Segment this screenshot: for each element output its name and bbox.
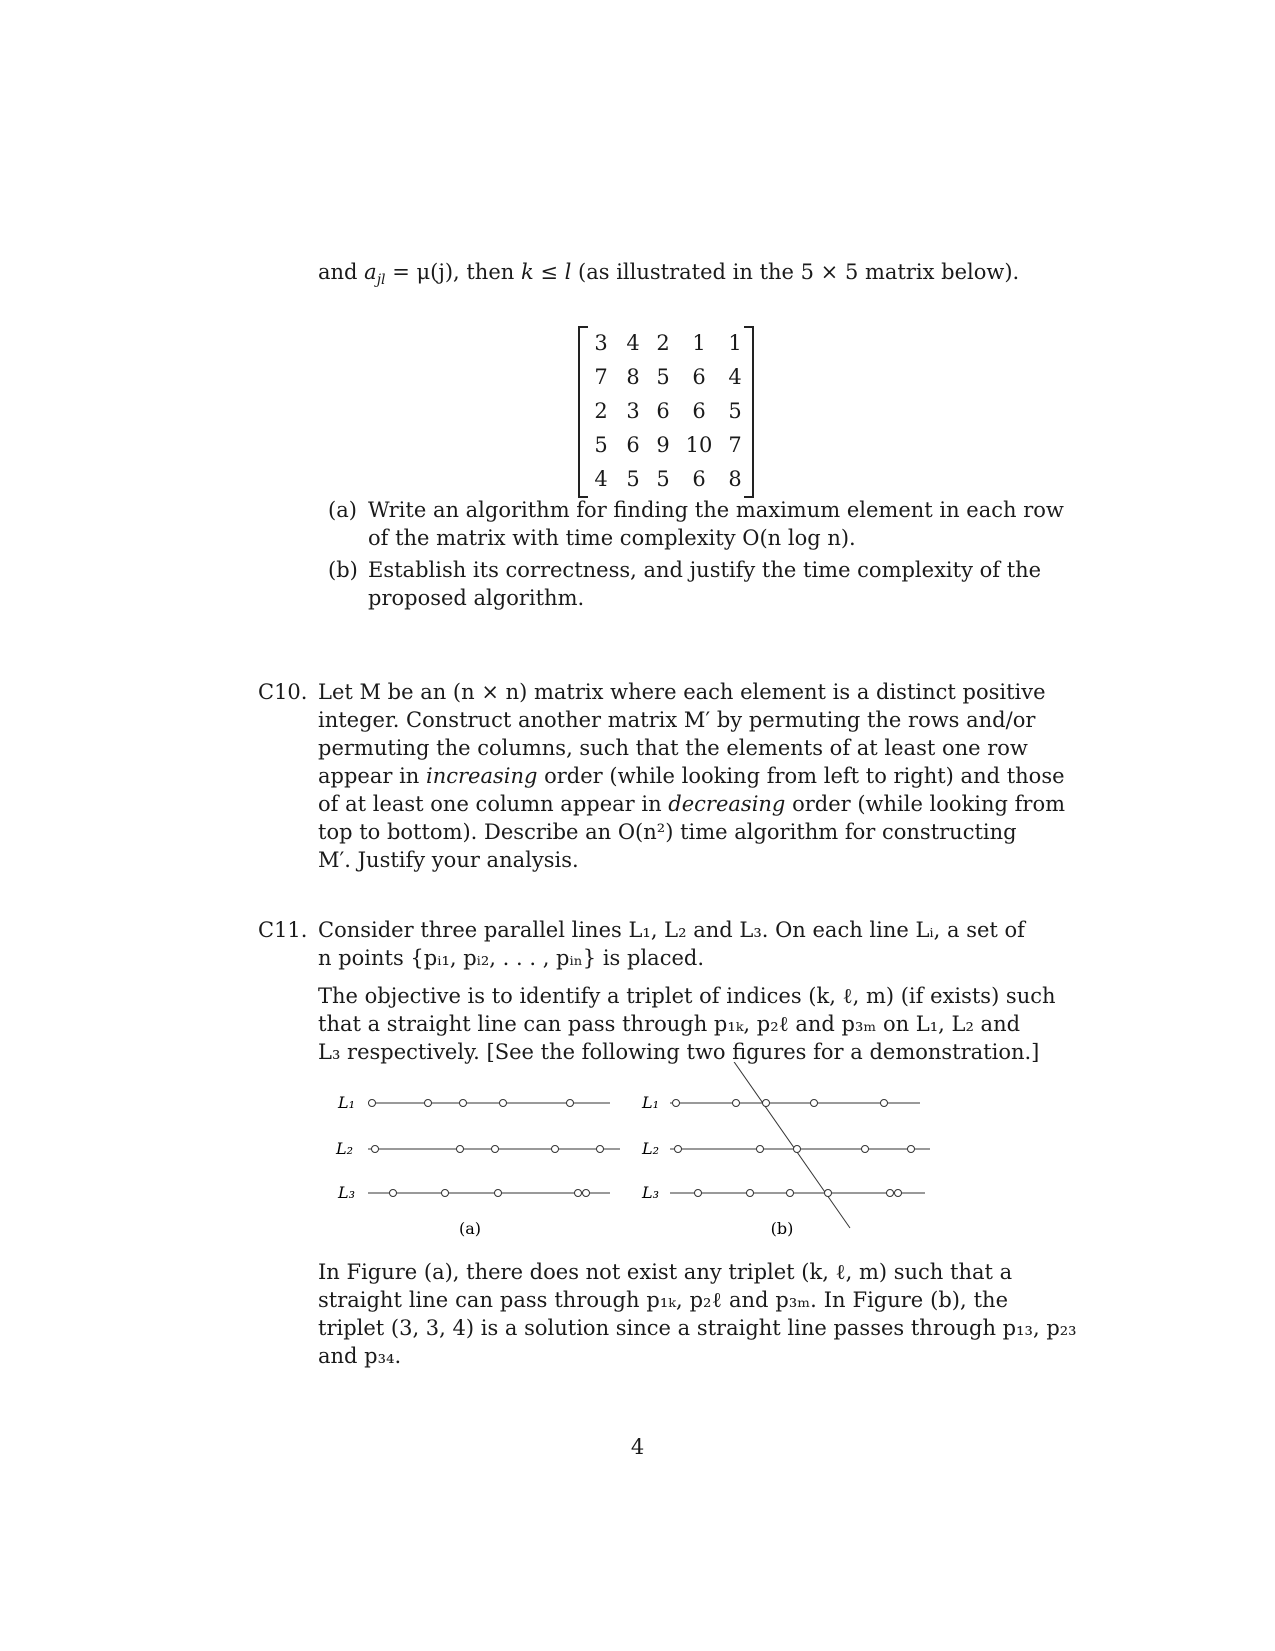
figure-a [335,1093,620,1238]
c11-p2-line3: L₃ respectively. [See the following two figures for a demonstration.] [318,1040,1040,1064]
point [862,1146,869,1153]
fig-b-label-L1: L₁ [642,1093,660,1112]
point [567,1100,574,1107]
fig-b-label-L2: L₂ [642,1139,660,1158]
problem-c11-label: C11. [258,918,308,942]
point [673,1100,680,1107]
figures [320,1062,940,1242]
matrix-cell: 8 [626,365,640,389]
matrix-cell: 9 [656,433,670,457]
point [811,1100,818,1107]
text: and [318,260,365,284]
matrix-cell: 6 [692,467,706,491]
text: order (while looking from [785,792,1066,816]
c11-p3-line2: straight line can pass through p₁ₖ, p₂ℓ and p₃ₘ. In Figure (b), the [318,1288,1008,1312]
c11-p3-line1: In Figure (a), there does not exist any triplet (k, ℓ, m) such that a [318,1260,1013,1284]
point [895,1190,902,1197]
point [747,1190,754,1197]
point [372,1146,379,1153]
fig-a-caption: (a) [458,1219,482,1238]
matrix-cell: 2 [594,399,608,423]
text: = μ(j), then [385,260,521,284]
matrix-cell: 1 [692,331,706,355]
matrix-cell: 1 [728,331,742,355]
matrix-cell: 5 [728,399,742,423]
matrix-cell: 5 [626,467,640,491]
point [552,1146,559,1153]
emph: increasing [425,764,538,788]
point [369,1100,376,1107]
c10-line7: M′. Justify your analysis. [318,848,579,872]
c10-line5 [318,790,1066,818]
var-l: l [564,260,572,284]
matrix-cell: 6 [692,399,706,423]
fig-a-label-L3: L₃ [338,1183,356,1202]
point [757,1146,764,1153]
point [733,1100,740,1107]
point [825,1190,832,1197]
matrix-cell: 5 [656,365,670,389]
item-b-line2: proposed algorithm. [368,586,585,610]
matrix-cell: 2 [656,331,670,355]
matrix-cell: 4 [594,467,608,491]
matrix-cell: 7 [594,365,608,389]
text: appear in [318,764,426,788]
c10-line2: integer. Construct another matrix M′ by permuting the rows and/or [318,708,1036,732]
item-a-label: (a) [328,498,357,522]
var-k: k [520,260,534,284]
point [457,1146,464,1153]
c10-line3: permuting the columns, such that the elements of at least one row [318,736,1028,760]
point [575,1190,582,1197]
page-number: 4 [630,1435,645,1459]
fig-b-transversal [730,1062,850,1228]
text: (as illustrated in the 5 × 5 matrix below). [571,260,1020,284]
matrix-cell: 5 [594,433,608,457]
c10-line6: top to bottom). Describe an O(n²) time algorithm for constructing [318,820,1017,844]
matrix-cell: 8 [728,467,742,491]
point [460,1100,467,1107]
c10-line4 [318,762,1065,790]
fig-a-label-L1: L₁ [338,1093,356,1112]
figure-b [641,1062,930,1238]
text: order (while looking from left to right) and those [537,764,1065,788]
item-b-line1: Establish its correctness, and justify the time complexity of the [368,558,1042,582]
c11-line2: n points {pᵢ₁, pᵢ₂, . . . , pᵢₙ} is placed. [318,946,704,970]
matrix-cell: 6 [692,365,706,389]
c11-line1: Consider three parallel lines L₁, L₂ and L₃. On each line Lᵢ, a set of [318,918,1025,942]
matrix-cell: 4 [626,331,640,355]
emph: decreasing [668,792,786,816]
point [442,1190,449,1197]
matrix-cell: 4 [728,365,742,389]
c11-p2-line2: that a straight line can pass through p₁ₖ, p₂ℓ and p₃ₘ on L₁, L₂ and [318,1012,1021,1036]
c10-line1: Let M be an (n × n) matrix where each element is a distinct positive [318,680,1046,704]
intro-line [318,258,1020,294]
matrix-cell: 3 [594,331,608,355]
point [597,1146,604,1153]
point [695,1190,702,1197]
point [500,1100,507,1107]
point [881,1100,888,1107]
point [425,1100,432,1107]
point [794,1146,801,1153]
item-a-line2: of the matrix with time complexity O(n log n). [368,526,856,550]
point [763,1100,770,1107]
point [583,1190,590,1197]
c11-p2-line1: The objective is to identify a triplet of indices (k, ℓ, m) (if exists) such [318,984,1056,1008]
c11-p3-line3: triplet (3, 3, 4) is a solution since a straight line passes through p₁₃, p₂₃ [318,1316,1077,1340]
point [492,1146,499,1153]
matrix-cell: 5 [656,467,670,491]
fig-a-label-L2: L₂ [336,1139,354,1158]
c11-p3-line4: and p₃₄. [318,1344,402,1368]
matrix-cell: 10 [685,433,713,457]
point [908,1146,915,1153]
point [495,1190,502,1197]
example-matrix [578,326,754,498]
point [887,1190,894,1197]
matrix-cell: 6 [626,433,640,457]
fig-b-label-L3: L₃ [642,1183,660,1202]
point [675,1146,682,1153]
point [390,1190,397,1197]
matrix-cell: 3 [626,399,640,423]
fig-b-caption: (b) [770,1219,794,1238]
item-b-label: (b) [328,558,358,582]
point [787,1190,794,1197]
matrix-cell: 6 [656,399,670,423]
problem-c10-label: C10. [258,680,308,704]
text: of at least one column appear in [318,792,669,816]
matrix-cell: 7 [728,433,742,457]
sub-jl: jl [376,272,386,289]
text: ≤ [533,260,565,284]
item-a-line1: Write an algorithm for finding the maximum element in each row [368,498,1064,522]
var-a: a [364,260,377,284]
